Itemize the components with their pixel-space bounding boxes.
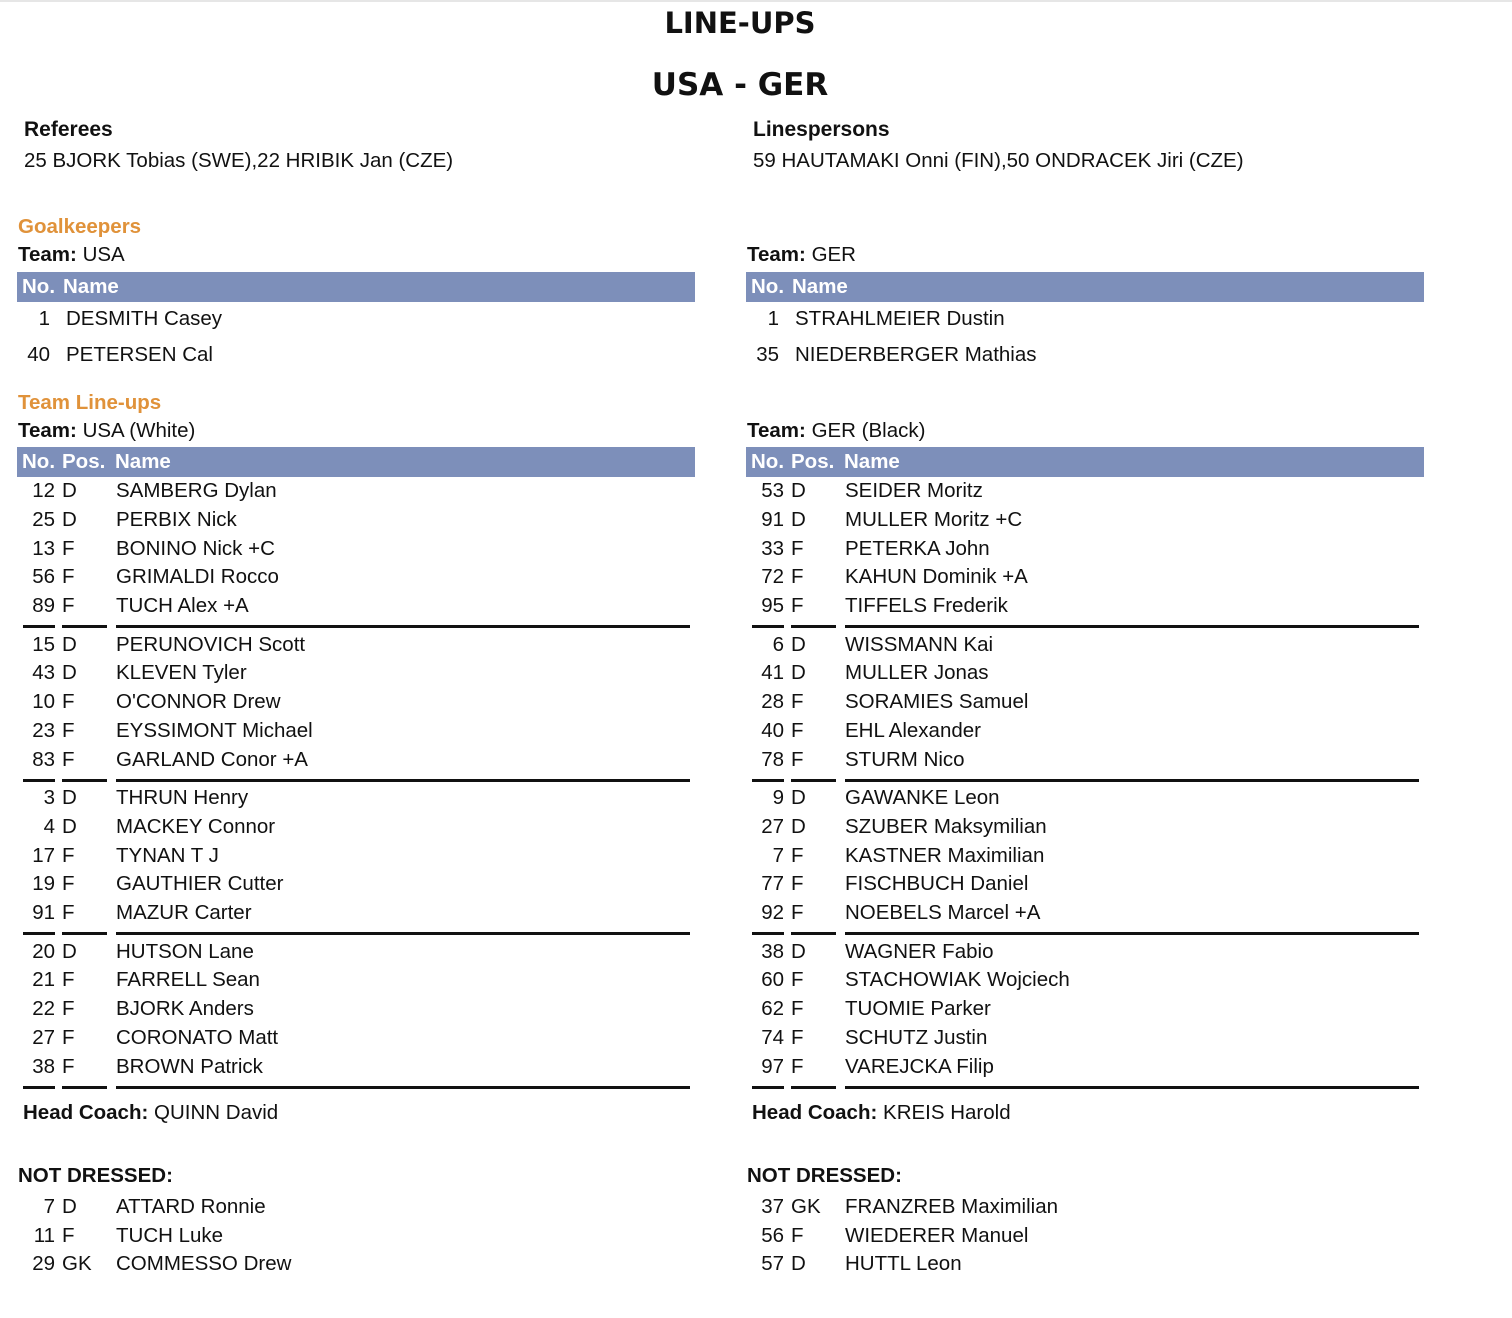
gk-row — [747, 343, 1425, 372]
lineup-team-label: Team: — [747, 419, 806, 442]
player-name: SZUBER Maksymilian — [845, 814, 1047, 838]
player-position: D — [62, 786, 77, 809]
lineup-row — [18, 872, 696, 901]
player-position: F — [791, 901, 804, 925]
lineup-team-line-ger — [747, 419, 925, 443]
lineup-row — [18, 479, 696, 508]
player-position: GK — [791, 1195, 821, 1218]
separator-pos — [791, 932, 836, 935]
player-number: 62 — [761, 997, 784, 1021]
lineup-row — [18, 719, 696, 748]
lineup-row — [18, 690, 696, 719]
lineup-row — [18, 815, 696, 844]
gk-team-line-usa — [18, 243, 125, 267]
gk-table-header-ger — [746, 272, 1424, 302]
lineup-row — [747, 633, 1425, 662]
header-no: No. — [22, 275, 56, 298]
player-number: 27 — [761, 814, 784, 838]
player-number: 38 — [32, 1054, 55, 1078]
player-position: F — [791, 690, 804, 714]
head-coach-label: Head Coach: — [23, 1101, 149, 1124]
player-number: 91 — [32, 901, 55, 925]
lineup-row — [18, 901, 696, 930]
header-no: No. — [751, 275, 785, 298]
player-number: 6 — [772, 632, 784, 656]
separator-no — [23, 932, 55, 935]
player-position: F — [62, 1223, 75, 1247]
player-name: SCHUTZ Justin — [845, 1025, 988, 1049]
separator-no — [752, 1086, 784, 1089]
player-number: 9 — [772, 786, 784, 809]
player-number: 25 — [32, 507, 55, 531]
player-position: F — [791, 536, 804, 560]
not-dressed-row — [747, 1252, 1425, 1281]
player-number: 72 — [761, 565, 784, 589]
head-coach-name: QUINN David — [154, 1101, 279, 1124]
player-name: HUTTL Leon — [845, 1252, 962, 1276]
player-position: F — [62, 872, 75, 896]
not-dressed-row — [18, 1195, 696, 1224]
player-position: D — [791, 939, 806, 963]
lineup-row — [18, 997, 696, 1026]
player-name: TUOMIE Parker — [845, 997, 991, 1021]
player-number: 91 — [761, 507, 784, 531]
player-name: PETERKA John — [845, 536, 990, 560]
separator-pos — [62, 1086, 107, 1089]
player-name: MAZUR Carter — [116, 901, 252, 925]
header-pos: Pos. — [62, 450, 106, 473]
player-name: MACKEY Connor — [116, 814, 276, 838]
lineup-row — [747, 508, 1425, 537]
lineup-row — [747, 748, 1425, 777]
lineup-row — [747, 719, 1425, 748]
player-name: WAGNER Fabio — [845, 939, 994, 963]
player-position: F — [62, 1025, 75, 1049]
player-name: TUCH Luke — [116, 1223, 224, 1247]
player-name: BJORK Anders — [116, 997, 254, 1021]
player-position: F — [62, 968, 75, 992]
separator-name — [116, 625, 690, 628]
referees-value: 25 BJORK Tobias (SWE),22 HRIBIK Jan (CZE) — [24, 149, 454, 172]
player-name: MULLER Moritz +C — [845, 507, 1023, 531]
player-position: D — [62, 939, 77, 963]
lineup-team-value: GER (Black) — [811, 419, 926, 442]
player-position: F — [791, 1054, 804, 1078]
player-number: 95 — [761, 594, 784, 618]
lineup-team-value: USA (White) — [82, 419, 196, 442]
separator-pos — [62, 625, 107, 628]
player-name: TUCH Alex +A — [116, 594, 249, 618]
player-name: KLEVEN Tyler — [116, 661, 247, 685]
player-number: 83 — [32, 747, 55, 771]
gk-team-label: Team: — [18, 243, 77, 266]
player-number: 12 — [32, 479, 55, 502]
player-position: F — [791, 747, 804, 771]
linespersons-value: 59 HAUTAMAKI Onni (FIN),50 ONDRACEK Jiri (CZE) — [753, 149, 1244, 172]
player-number: 78 — [761, 747, 784, 771]
player-name: FRANZREB Maximilian — [845, 1195, 1058, 1218]
player-name: CORONATO Matt — [116, 1025, 279, 1049]
player-number: 27 — [32, 1025, 55, 1049]
separator-name — [116, 1086, 690, 1089]
separator-pos — [791, 1086, 836, 1089]
player-position: D — [791, 786, 806, 809]
lineup-row — [747, 997, 1425, 1026]
gk-team-value: USA — [82, 243, 125, 266]
player-name: GRIMALDI Rocco — [116, 565, 279, 589]
lineup-row — [18, 508, 696, 537]
separator-pos — [791, 625, 836, 628]
player-number: 17 — [32, 843, 55, 867]
separator-no — [752, 779, 784, 782]
separator-name — [116, 779, 690, 782]
player-position: F — [791, 1025, 804, 1049]
player-number: 41 — [761, 661, 784, 685]
player-name: WISSMANN Kai — [845, 632, 994, 656]
match-title: USA - GER — [651, 67, 829, 103]
header-no: No. — [22, 450, 56, 473]
header-no: No. — [751, 450, 785, 473]
player-name: COMMESSO Drew — [116, 1252, 292, 1276]
player-position: F — [62, 565, 75, 589]
head-coach-usa — [23, 1101, 278, 1125]
player-number: 40 — [761, 718, 784, 742]
player-name: THRUN Henry — [116, 786, 249, 809]
lineup-team-line-usa — [18, 419, 195, 443]
lineup-row — [18, 633, 696, 662]
header-name: Name — [115, 450, 171, 473]
lineup-table-header-usa — [17, 447, 695, 477]
player-number: 4 — [43, 814, 55, 838]
separator-name — [845, 932, 1419, 935]
lineup-row — [747, 968, 1425, 997]
separator-no — [23, 625, 55, 628]
header-name: Name — [844, 450, 900, 473]
player-position: D — [62, 814, 77, 838]
player-position: F — [62, 901, 75, 925]
header-name: Name — [63, 275, 119, 298]
player-number: 97 — [761, 1054, 784, 1078]
lineup-row — [18, 786, 696, 815]
lineup-row — [18, 968, 696, 997]
player-position: GK — [62, 1252, 92, 1276]
separator-no — [23, 779, 55, 782]
not-dressed-row — [18, 1224, 696, 1253]
lineup-row — [747, 940, 1425, 969]
player-name: KASTNER Maximilian — [845, 843, 1045, 867]
player-name: TIFFELS Frederik — [845, 594, 1008, 618]
lineup-row — [747, 872, 1425, 901]
player-number: 38 — [761, 939, 784, 963]
player-name: BROWN Patrick — [116, 1054, 263, 1078]
gk-number: 35 — [756, 343, 779, 366]
player-number: 3 — [43, 786, 55, 809]
top-rule — [0, 0, 1512, 2]
player-position: D — [791, 1252, 806, 1276]
lineup-row — [747, 690, 1425, 719]
lineup-row — [18, 661, 696, 690]
gk-number: 1 — [38, 307, 50, 330]
player-number: 92 — [761, 901, 784, 925]
player-name: HUTSON Lane — [116, 939, 254, 963]
player-number: 33 — [761, 536, 784, 560]
lineup-row — [18, 748, 696, 777]
player-name: TYNAN T J — [116, 843, 219, 867]
header-name: Name — [792, 275, 848, 298]
player-position: F — [62, 1054, 75, 1078]
gk-name: DESMITH Casey — [66, 307, 223, 330]
player-number: 13 — [32, 536, 55, 560]
referees-label: Referees — [24, 118, 113, 141]
gk-team-line-ger — [747, 243, 856, 267]
head-coach-ger — [752, 1101, 1011, 1125]
player-number: 28 — [761, 690, 784, 714]
player-name: SAMBERG Dylan — [116, 479, 277, 502]
player-position: D — [62, 661, 77, 685]
player-position: F — [62, 594, 75, 618]
player-name: SEIDER Moritz — [845, 479, 983, 502]
player-number: 53 — [761, 479, 784, 502]
lineup-row — [747, 844, 1425, 873]
player-name: PERBIX Nick — [116, 507, 237, 531]
lineup-row — [747, 786, 1425, 815]
player-number: 77 — [761, 872, 784, 896]
player-position: D — [791, 632, 806, 656]
player-number: 37 — [761, 1195, 784, 1218]
player-position: D — [62, 1195, 77, 1218]
player-name: PERUNOVICH Scott — [116, 632, 306, 656]
lineup-row — [18, 1055, 696, 1084]
gk-number: 1 — [767, 307, 779, 330]
head-coach-label: Head Coach: — [752, 1101, 878, 1124]
player-position: F — [62, 747, 75, 771]
player-position: D — [791, 507, 806, 531]
header-pos: Pos. — [791, 450, 835, 473]
player-position: F — [791, 1223, 804, 1247]
lineup-row — [747, 1055, 1425, 1084]
linespersons-label: Linespersons — [753, 118, 890, 141]
separator-pos — [791, 779, 836, 782]
separator-pos — [62, 779, 107, 782]
goalkeepers-heading: Goalkeepers — [18, 215, 142, 238]
lineup-row — [747, 479, 1425, 508]
player-number: 19 — [32, 872, 55, 896]
player-name: FARRELL Sean — [116, 968, 260, 992]
player-number: 15 — [32, 632, 55, 656]
player-number: 22 — [32, 997, 55, 1021]
player-number: 21 — [32, 968, 55, 992]
not-dressed-row — [747, 1224, 1425, 1253]
gk-team-value: GER — [811, 243, 856, 266]
separator-name — [845, 1086, 1419, 1089]
gk-number: 40 — [27, 343, 50, 366]
lineup-row — [18, 940, 696, 969]
lineup-row — [747, 901, 1425, 930]
player-name: GAWANKE Leon — [845, 786, 1000, 809]
player-number: 11 — [33, 1223, 55, 1247]
separator-name — [845, 779, 1419, 782]
lineup-row — [747, 661, 1425, 690]
player-number: 29 — [32, 1252, 55, 1276]
lineup-row — [747, 1026, 1425, 1055]
player-number: 7 — [772, 843, 784, 867]
player-name: NOEBELS Marcel +A — [845, 901, 1041, 925]
gk-name: NIEDERBERGER Mathias — [795, 343, 1037, 366]
player-name: EYSSIMONT Michael — [116, 718, 313, 742]
lineup-row — [18, 1026, 696, 1055]
player-name: VAREJCKA Filip — [845, 1054, 994, 1078]
player-position: F — [62, 997, 75, 1021]
gk-table-header-usa — [17, 272, 695, 302]
player-number: 89 — [32, 594, 55, 618]
player-position: F — [791, 872, 804, 896]
lineup-row — [18, 844, 696, 873]
team-lineups-heading: Team Line-ups — [18, 391, 162, 414]
player-name: STURM Nico — [845, 747, 965, 771]
lineup-row — [747, 537, 1425, 566]
player-position: F — [791, 843, 804, 867]
player-name: KAHUN Dominik +A — [845, 565, 1028, 589]
lineup-row — [18, 537, 696, 566]
player-position: F — [791, 718, 804, 742]
player-number: 56 — [761, 1223, 784, 1247]
player-number: 20 — [32, 939, 55, 963]
lineup-team-label: Team: — [18, 419, 77, 442]
separator-no — [752, 625, 784, 628]
player-position: F — [791, 997, 804, 1021]
separator-name — [116, 932, 690, 935]
head-coach-name: KREIS Harold — [883, 1101, 1011, 1124]
separator-no — [23, 1086, 55, 1089]
player-name: SORAMIES Samuel — [845, 690, 1029, 714]
player-name: WIEDERER Manuel — [845, 1223, 1029, 1247]
player-name: MULLER Jonas — [845, 661, 989, 685]
player-name: FISCHBUCH Daniel — [845, 872, 1029, 896]
player-number: 10 — [32, 690, 55, 714]
not-dressed-row — [747, 1195, 1425, 1224]
player-name: GARLAND Conor +A — [116, 747, 308, 771]
player-name: GAUTHIER Cutter — [116, 872, 284, 896]
player-number: 57 — [761, 1252, 784, 1276]
lineup-row — [18, 594, 696, 623]
not-dressed-label-usa: NOT DRESSED: — [18, 1164, 173, 1187]
player-number: 60 — [761, 968, 784, 992]
gk-row — [18, 307, 696, 336]
player-number: 23 — [32, 718, 55, 742]
player-position: D — [791, 814, 806, 838]
player-position: F — [62, 690, 75, 714]
player-number: 74 — [761, 1025, 784, 1049]
document-title: LINE-UPS — [664, 6, 816, 40]
player-position: F — [62, 718, 75, 742]
lineup-row — [18, 565, 696, 594]
player-position: D — [791, 661, 806, 685]
player-number: 7 — [43, 1195, 55, 1218]
not-dressed-row — [18, 1252, 696, 1281]
player-position: F — [791, 594, 804, 618]
player-name: EHL Alexander — [845, 718, 981, 742]
lineup-row — [747, 565, 1425, 594]
gk-row — [18, 343, 696, 372]
player-name: STACHOWIAK Wojciech — [845, 968, 1070, 992]
separator-name — [845, 625, 1419, 628]
lineup-row — [747, 815, 1425, 844]
gk-name: STRAHLMEIER Dustin — [795, 307, 1005, 330]
gk-row — [747, 307, 1425, 336]
gk-name: PETERSEN Cal — [66, 343, 213, 366]
player-position: F — [791, 968, 804, 992]
player-number: 56 — [32, 565, 55, 589]
player-position: F — [791, 565, 804, 589]
lineup-row — [747, 594, 1425, 623]
player-position: D — [62, 507, 77, 531]
player-position: F — [62, 536, 75, 560]
player-name: ATTARD Ronnie — [116, 1195, 266, 1218]
lineup-table-header-ger — [746, 447, 1424, 477]
player-name: O'CONNOR Drew — [116, 690, 281, 714]
player-name: BONINO Nick +C — [116, 536, 275, 560]
separator-no — [752, 932, 784, 935]
separator-pos — [62, 932, 107, 935]
gk-team-label: Team: — [747, 243, 806, 266]
not-dressed-label-ger: NOT DRESSED: — [747, 1164, 902, 1187]
player-position: D — [791, 479, 806, 502]
player-position: D — [62, 632, 77, 656]
player-position: D — [62, 479, 77, 502]
player-number: 43 — [32, 661, 55, 685]
player-position: F — [62, 843, 75, 867]
